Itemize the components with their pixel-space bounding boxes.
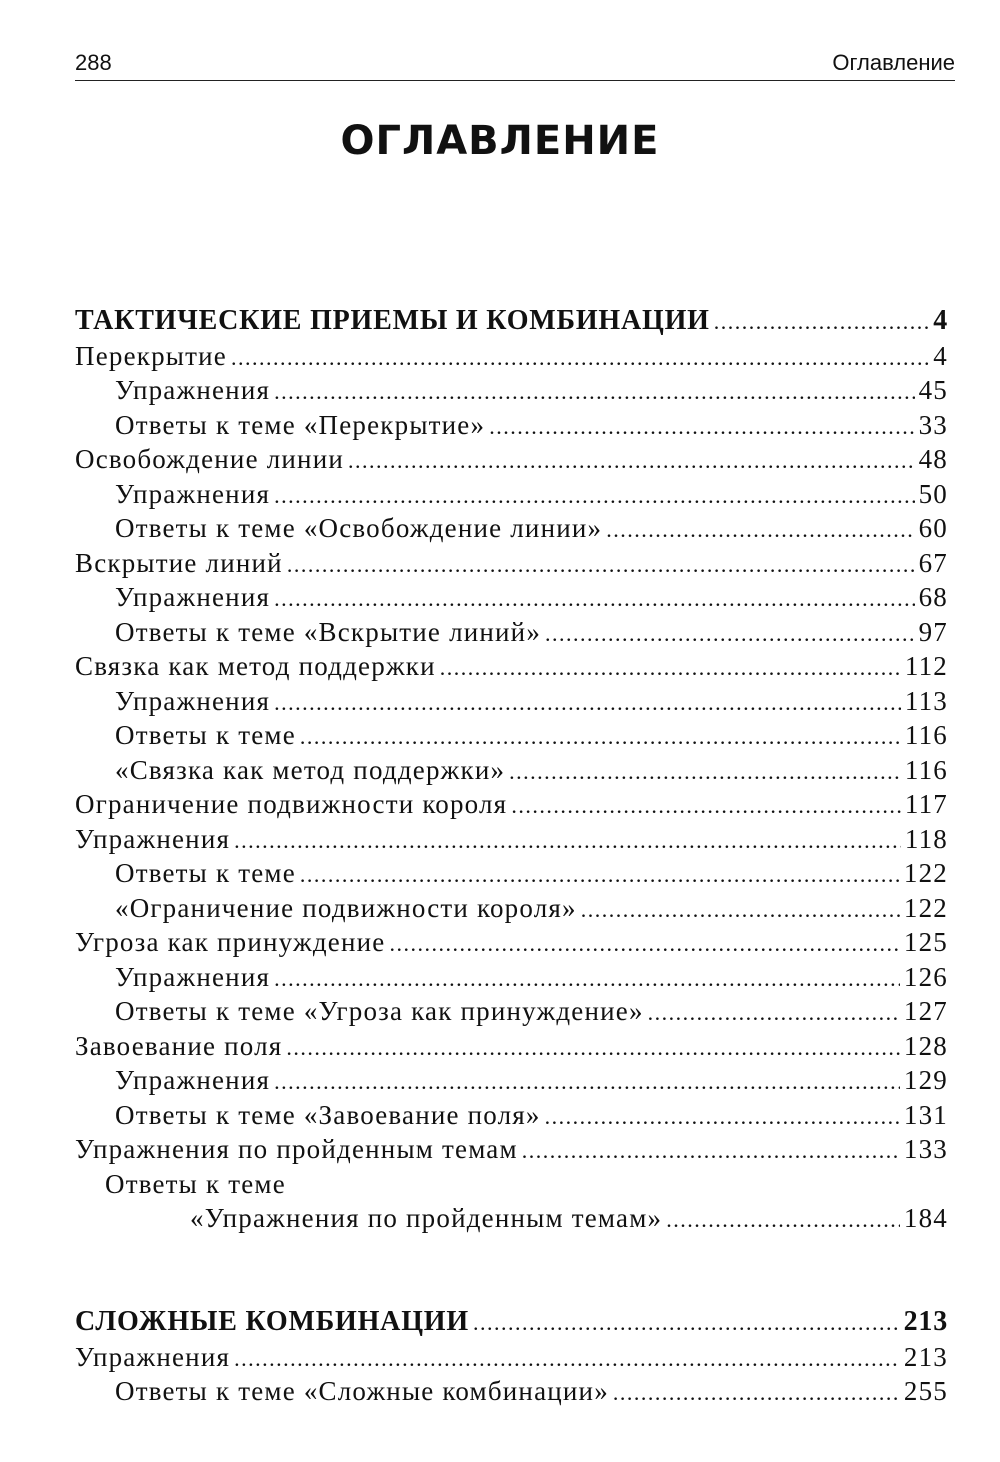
toc-entry-page: 33 (918, 409, 948, 440)
toc-entry-title: Упражнения (115, 685, 271, 716)
toc-entry (75, 1201, 948, 1236)
dot-leader (274, 686, 901, 721)
dot-leader (231, 341, 929, 376)
page-title: ОГЛАВЛЕНИЕ (340, 118, 660, 164)
toc-entry-page: 213 (903, 1341, 948, 1372)
dot-leader (509, 755, 901, 790)
toc-entry (75, 1063, 948, 1098)
toc-entry-title: Ответы к теме «Сложные комбинации» (115, 1376, 609, 1406)
dot-leader (613, 1376, 900, 1411)
toc-entry-title: Упражнения (115, 478, 271, 509)
toc-entry-page: 68 (918, 582, 948, 612)
toc-entry (75, 684, 948, 719)
toc-entry-title: Ответы к теме «Перекрытие» (115, 409, 486, 440)
toc-entry (75, 1340, 948, 1375)
toc-section-heading (75, 1305, 948, 1340)
toc-entry-page: 125 (903, 927, 948, 957)
toc-entry-title: Ответы к теме «Вскрытие линий» (115, 616, 542, 647)
toc-entry-page: 131 (903, 1099, 948, 1130)
dot-leader (286, 1031, 900, 1066)
toc-entry (75, 477, 948, 512)
toc-entry (75, 856, 948, 891)
dot-leader (234, 824, 901, 859)
toc-entry-title: Ответы к теме (105, 1168, 286, 1199)
toc-entry-page: 67 (918, 547, 948, 578)
toc-entry-title: Упражнения (115, 961, 271, 992)
toc-entry (75, 511, 948, 546)
toc-entry-page: 116 (904, 754, 948, 785)
toc-entry (75, 546, 948, 581)
toc-entry (75, 1374, 948, 1409)
toc-entry (75, 1167, 948, 1202)
toc-entry-page: 50 (918, 478, 948, 509)
toc-entry (75, 1029, 948, 1064)
toc-entry-page: 126 (903, 961, 948, 992)
dot-leader (440, 651, 901, 686)
dot-leader (274, 582, 915, 617)
dot-leader (274, 1065, 900, 1100)
toc-entry (75, 1132, 948, 1167)
toc-entry (75, 891, 948, 926)
running-header (75, 48, 955, 81)
toc-entry-page: 118 (904, 823, 948, 854)
dot-leader (545, 1100, 900, 1135)
toc-entry (75, 718, 948, 753)
toc-entry-page: 128 (903, 1030, 948, 1061)
toc-entry (75, 408, 948, 443)
toc-entry-title: Освобождение линии (75, 444, 344, 474)
toc-entry-page: 129 (903, 1065, 948, 1095)
toc-entry-page: 133 (903, 1134, 948, 1164)
toc-entry (75, 649, 948, 684)
toc-entry-page: 97 (918, 616, 948, 647)
toc-entry-title: Связка как метод поддержки (75, 651, 436, 681)
toc-entry-title: Ограничение подвижности короля (75, 789, 508, 819)
toc-entry-title: «Упражнения по пройденным темам» (190, 1203, 663, 1233)
dot-leader (234, 1342, 900, 1377)
dot-leader (300, 720, 901, 755)
dot-leader (473, 1306, 900, 1341)
toc-entry-page: 117 (904, 789, 948, 819)
toc-entry (75, 615, 948, 650)
toc-entry-title: Вскрытие линий (75, 547, 283, 578)
toc-entry-page: 4 (933, 340, 948, 371)
toc-entry-page: 255 (903, 1376, 948, 1406)
toc-entry-title: Угроза как принуждение (75, 927, 386, 957)
dot-leader (522, 1134, 900, 1169)
toc-entry (75, 960, 948, 995)
dot-leader (714, 305, 929, 340)
toc-entry-title: Ответы к теме «Освобождение линии» (115, 513, 603, 543)
toc-entry-page: 45 (918, 375, 948, 405)
toc-entry-page: 4 (933, 305, 948, 336)
dot-leader (489, 410, 914, 445)
toc-entry-title: Упражнения по пройденным темам (75, 1134, 518, 1164)
toc-entry (75, 373, 948, 408)
toc-entry (75, 580, 948, 615)
toc-section-heading (75, 304, 948, 339)
toc-entry-page: 48 (918, 444, 948, 474)
dot-leader (648, 996, 900, 1031)
toc-entry-title: Упражнения (115, 582, 271, 612)
toc-entry-page: 116 (904, 720, 948, 750)
toc-entry-page: 127 (903, 996, 948, 1026)
toc-entry (75, 442, 948, 477)
dot-leader (581, 893, 900, 928)
toc-entry (75, 753, 948, 788)
toc-entry (75, 925, 948, 960)
toc-entry-title: Завоевание поля (75, 1030, 283, 1061)
toc-entry-page: 112 (904, 651, 948, 681)
toc-group-tactics (75, 304, 948, 1236)
toc-group-complex (75, 1305, 948, 1409)
toc-entry-title: «Связка как метод поддержки» (115, 754, 506, 785)
toc-entry (75, 822, 948, 857)
toc-entry-title: «Ограничение подвижности короля» (115, 892, 577, 923)
toc-entry-title: Перекрытие (75, 340, 227, 371)
page-number: 288 (75, 50, 112, 75)
dot-leader (300, 858, 900, 893)
toc-entry-page: 113 (904, 685, 948, 716)
dot-leader (666, 1203, 900, 1238)
dot-leader (274, 375, 915, 410)
toc-entry-title: СЛОЖНЫЕ КОМБИНАЦИИ (75, 1306, 469, 1337)
toc-entry-title: Ответы к теме (115, 720, 296, 750)
toc-entry (75, 787, 948, 822)
toc-entry-title: Упражнения (115, 375, 271, 405)
toc-entry (75, 994, 948, 1029)
toc-entry-page: 122 (903, 892, 948, 923)
toc-entry-title: Упражнения (115, 1065, 271, 1095)
dot-leader (389, 927, 899, 962)
dot-leader (287, 548, 915, 583)
toc-entry-title: Ответы к теме (115, 858, 296, 888)
toc-entry-page: 184 (903, 1203, 948, 1233)
toc-entry (75, 339, 948, 374)
toc-entry-title: Ответы к теме «Угроза как принуждение» (115, 996, 644, 1026)
dot-leader (274, 962, 900, 997)
toc-entry (75, 1098, 948, 1133)
toc-entry-page: 122 (903, 858, 948, 888)
dot-leader (348, 444, 915, 479)
toc-entry-title: Ответы к теме «Завоевание поля» (115, 1099, 541, 1130)
dot-leader (511, 789, 901, 824)
toc-entry-title: Упражнения (75, 1341, 231, 1372)
dot-leader (274, 479, 915, 514)
toc-entry-page: 213 (903, 1306, 948, 1337)
dot-leader (545, 617, 915, 652)
toc-entry-title: Упражнения (75, 823, 231, 854)
running-title: Оглавление (832, 50, 955, 75)
toc-entry-page: 60 (918, 513, 948, 543)
toc-entry-title: ТАКТИЧЕСКИЕ ПРИЕМЫ И КОМБИНАЦИИ (75, 305, 710, 336)
dot-leader (606, 513, 914, 548)
